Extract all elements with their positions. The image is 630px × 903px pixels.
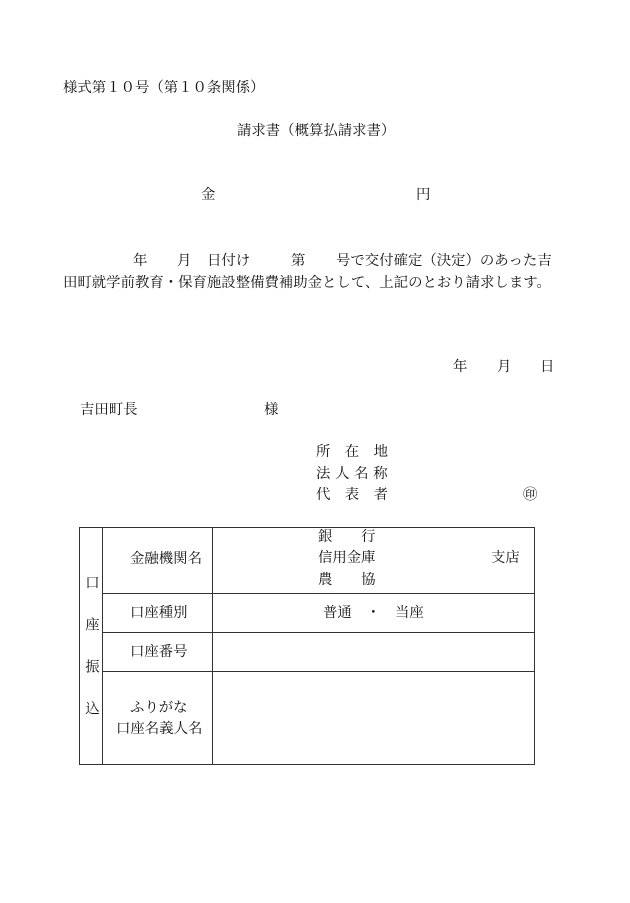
date-year: 年	[453, 359, 468, 375]
table-divider-horizontal	[102, 632, 535, 633]
account-type-options: 普通 ・ 当座	[323, 605, 424, 621]
account-type-label: 口座種別	[130, 605, 188, 621]
body-line-2: 田町就学前教育・保育施設整備費補助金として、上記のとおり請求します。	[63, 275, 551, 291]
seal-mark: ㊞	[523, 487, 538, 503]
bank-transfer-side-label: 口座振込	[83, 575, 99, 743]
document-title: 請求書（概算払請求書）	[237, 123, 396, 139]
addressee-honorific: 様	[264, 402, 279, 418]
institution-option-bank: 銀 行	[318, 529, 376, 545]
applicant-address-label: 所 在 地	[316, 444, 388, 460]
branch-suffix: 支店	[491, 550, 520, 566]
date-month: 月	[497, 359, 512, 375]
body-year: 年	[133, 253, 148, 269]
account-holder-kana-label: ふりがな	[130, 700, 188, 716]
body-month: 月	[177, 253, 192, 269]
body-number-suffix: 号で交付確定（決定）のあった吉	[336, 253, 552, 269]
form-number: 様式第１０号（第１０条関係）	[63, 80, 265, 96]
amount-prefix: 金	[201, 187, 216, 203]
table-divider-vertical	[102, 527, 103, 765]
institution-label: 金融機関名	[130, 551, 202, 567]
body-day: 日付け	[207, 253, 251, 269]
date-day: 日	[540, 359, 555, 375]
table-divider-vertical	[212, 527, 213, 765]
addressee-name: 吉田町長	[80, 402, 138, 418]
applicant-representative-label: 代 表 者	[316, 487, 388, 503]
institution-option-shinkin: 信用金庫	[318, 550, 376, 566]
account-holder-label: 口座名義人名	[116, 721, 203, 737]
table-divider-horizontal	[102, 671, 535, 672]
applicant-corporation-label: 法人名称	[316, 466, 393, 482]
institution-option-ja: 農 協	[318, 572, 376, 588]
table-divider-horizontal	[102, 593, 535, 594]
amount-suffix: 円	[416, 187, 431, 203]
body-number-prefix: 第	[291, 253, 306, 269]
account-number-label: 口座番号	[130, 644, 188, 660]
